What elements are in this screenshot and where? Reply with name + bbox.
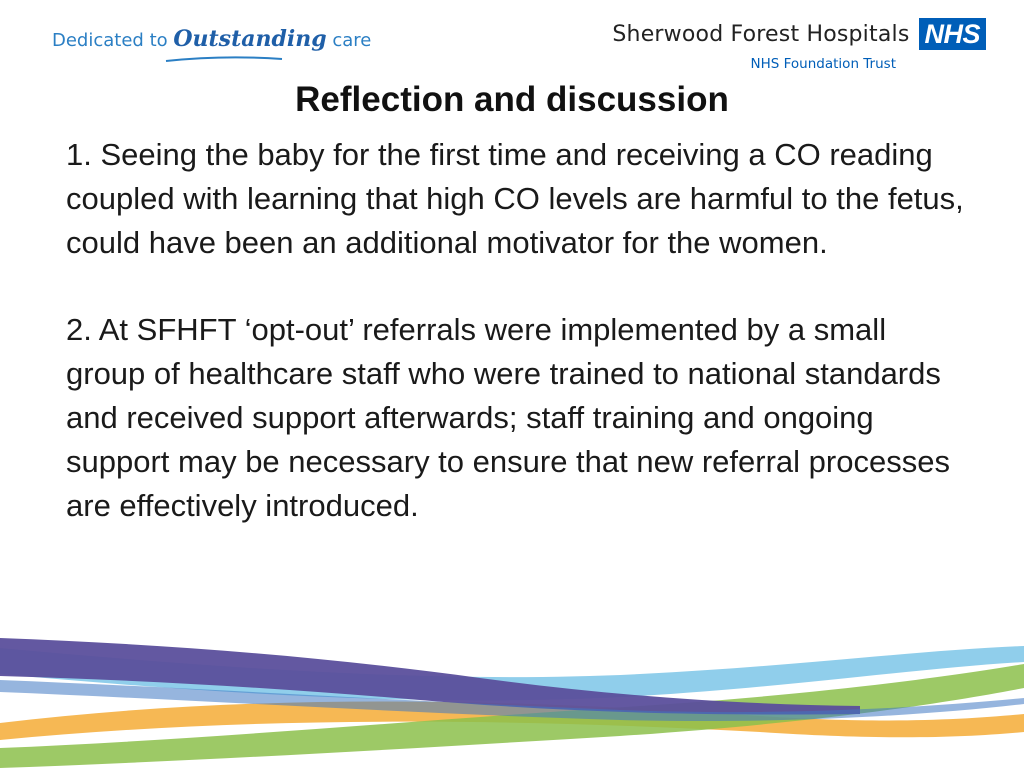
tagline-suffix: care xyxy=(326,30,372,51)
tagline-logo xyxy=(52,26,371,66)
paragraph-1: 1. Seeing the baby for the first time and receiving a CO reading coupled with learning that high CO levels are harmful to the fetus, could have been an additional motivator for the women. xyxy=(66,137,964,260)
tagline-script-word: Outstanding xyxy=(173,26,327,52)
organisation-logo xyxy=(612,18,986,72)
slide-title: Reflection and discussion xyxy=(295,80,729,119)
organisation-subtitle: NHS Foundation Trust xyxy=(750,56,896,72)
paragraph-2: 2. At SFHFT ‘opt-out’ referrals were implemented by a small group of healthcare staff who were trained to national standards and received support afterwards; staff training and ongoing support may be necessary to ensure that new referral processes are effectively introduced. xyxy=(66,312,950,523)
slide-body xyxy=(66,133,971,571)
tagline-prefix: Dedicated to xyxy=(52,30,174,51)
tagline-swoosh-icon xyxy=(164,54,284,64)
decorative-waves xyxy=(0,628,1024,768)
nhs-badge: NHS xyxy=(919,18,986,50)
organisation-name: Sherwood Forest Hospitals xyxy=(612,21,910,47)
